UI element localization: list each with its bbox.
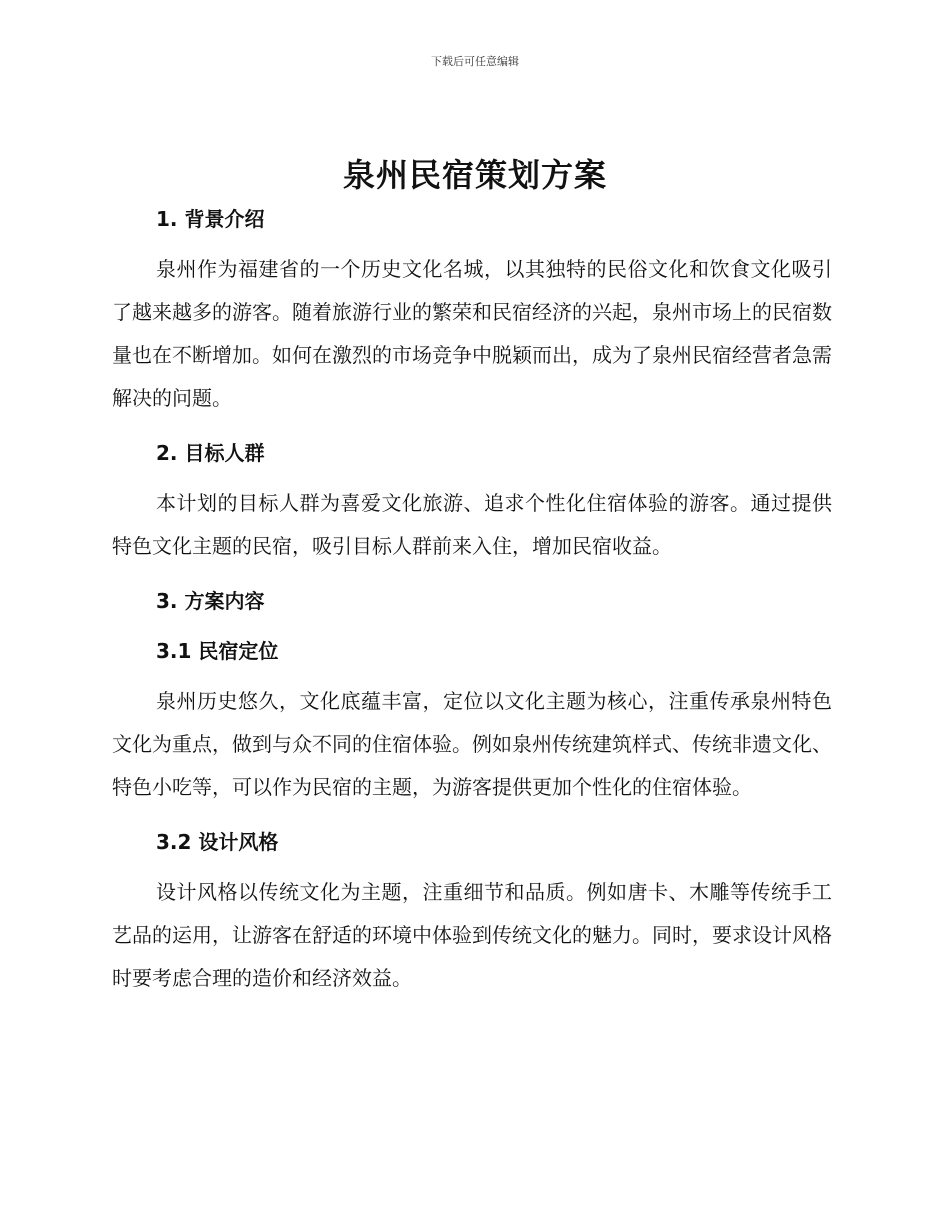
document-title: 泉州民宿策划方案 [342, 156, 607, 194]
section-paragraph-positioning: 泉州历史悠久，文化底蕴丰富，定位以文化主题为核心，注重传承泉州特色文化为重点，做到与众不同的住宿体验。例如泉州传统建筑样式、传统非遗文化、特色小吃等，可以作为民宿的主题，为游客提供更加个性化的住宿体验。 [112, 689, 832, 799]
section-heading-plan-content: 3. 方案内容 [156, 589, 265, 613]
section-heading-design-style: 3.2 设计风格 [156, 830, 279, 854]
section-heading-target-audience: 2. 目标人群 [156, 441, 265, 465]
document-body [112, 198, 832, 1012]
section-paragraph-design-style: 设计风格以传统文化为主题，注重细节和品质。例如唐卡、木雕等传统手工艺品的运用，让游客在舒适的环境中体验到传统文化的魅力。同时，要求设计风格时要考虑合理的造价和经济效益。 [112, 880, 832, 990]
section-heading-background: 1. 背景介绍 [156, 207, 265, 231]
page-header-note: 下载后可任意编辑 [431, 55, 519, 68]
section-paragraph-background: 泉州作为福建省的一个历史文化名城，以其独特的民俗文化和饮食文化吸引了越来越多的游客。随着旅游行业的繁荣和民宿经济的兴起，泉州市场上的民宿数量也在不断增加。如何在激烈的市场竞争中脱颖而出，成为了泉州民宿经营者急需解决的问题。 [112, 257, 832, 410]
section-heading-positioning: 3.1 民宿定位 [156, 639, 279, 663]
section-paragraph-target-audience: 本计划的目标人群为喜爱文化旅游、追求个性化住宿体验的游客。通过提供特色文化主题的民宿，吸引目标人群前来入住，增加民宿收益。 [112, 491, 832, 558]
